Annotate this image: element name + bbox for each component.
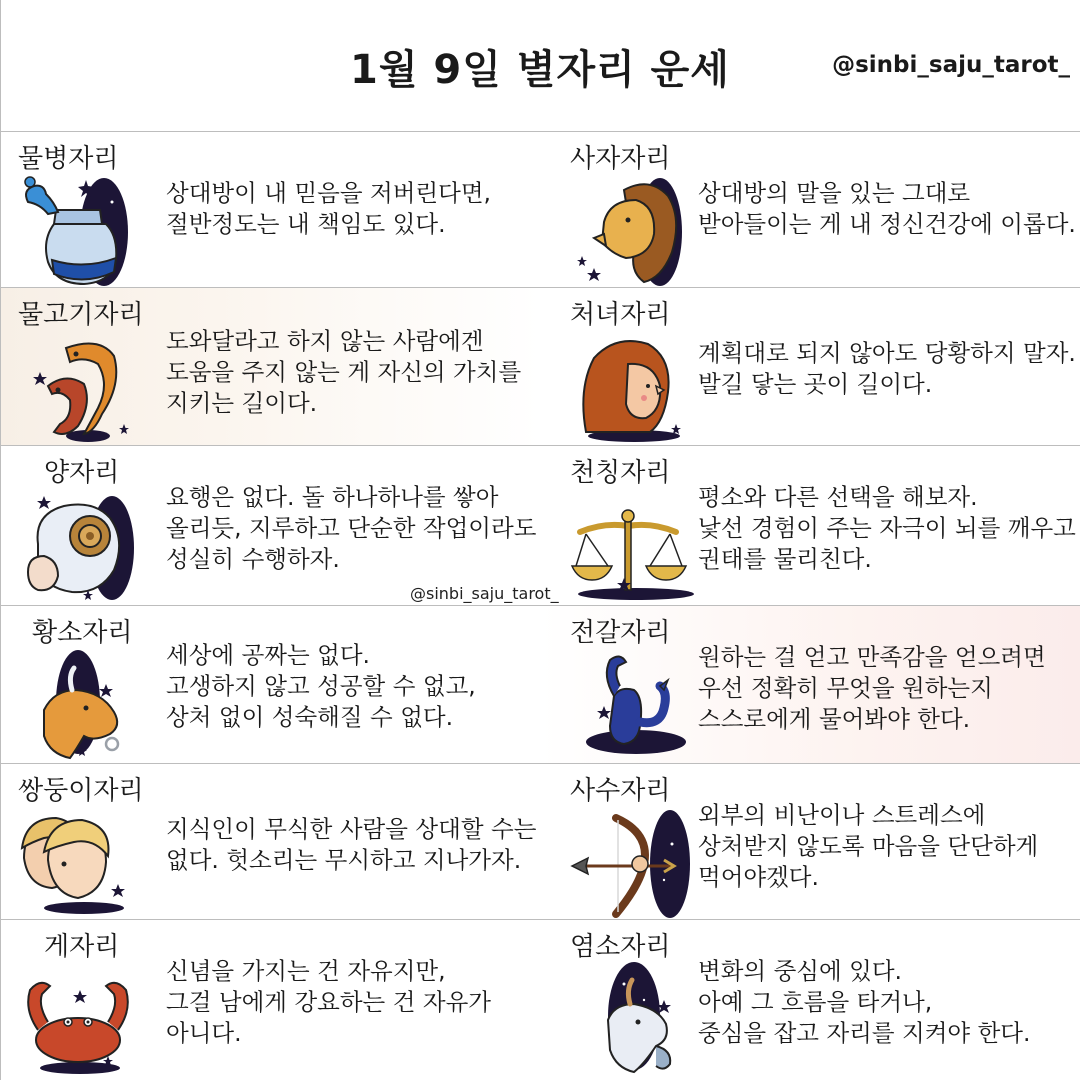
sign-name: 쌍둥이자리	[18, 776, 144, 806]
fortune-line: 지키는 길이다.	[166, 389, 318, 417]
fortune-line: 중심을 잡고 자리를 지켜야 한다.	[698, 1019, 1031, 1047]
fortune-text	[166, 178, 491, 240]
virgo-icon	[564, 328, 694, 444]
fortune-line: 성실히 수행하자.	[166, 545, 340, 573]
sign-card-libra	[540, 446, 1080, 605]
horoscope-row	[0, 446, 1080, 606]
libra-icon	[564, 486, 694, 602]
horoscope-row	[0, 288, 1080, 446]
sign-name: 양자리	[44, 458, 120, 488]
fortune-text	[698, 338, 1076, 400]
sign-name: 천칭자리	[570, 458, 671, 488]
fortune-text	[166, 326, 521, 419]
sign-name: 처녀자리	[570, 300, 671, 330]
sign-name: 물고기자리	[18, 300, 144, 330]
fortune-line: 상처받지 않도록 마음을 단단하게	[698, 832, 1039, 860]
account-handle: @sinbi_saju_tarot_	[832, 52, 1070, 78]
fortune-line: 상처 없이 성숙해질 수 없다.	[166, 703, 454, 731]
fortune-text	[166, 482, 536, 575]
horoscope-row	[0, 132, 1080, 288]
fortune-text	[166, 640, 476, 733]
fortune-line: 외부의 비난이나 스트레스에	[698, 801, 986, 829]
aries-icon	[14, 486, 144, 602]
sign-card-capricorn	[540, 920, 1080, 1080]
sign-card-aquarius	[0, 132, 540, 287]
sign-name: 황소자리	[32, 618, 133, 648]
fortune-line: 없다. 헛소리는 무시하고 지나가자.	[166, 846, 522, 874]
sign-name: 사자자리	[570, 144, 671, 174]
sign-card-gemini	[0, 764, 540, 919]
fortune-line: 받아들이는 게 내 정신건강에 이롭다.	[698, 210, 1076, 238]
horoscope-row	[0, 764, 1080, 920]
fortune-line: 발길 닿는 곳이 길이다.	[698, 370, 933, 398]
fortune-line: 먹어야겠다.	[698, 863, 819, 891]
fortune-text	[698, 956, 1030, 1049]
fortune-line: 원하는 걸 얻고 만족감을 얻으려면	[698, 643, 1046, 671]
fortune-line: 세상에 공짜는 없다.	[166, 641, 371, 669]
sagittarius-icon	[564, 804, 694, 920]
fortune-line: 계획대로 되지 않아도 당황하지 말자.	[698, 339, 1076, 367]
fortune-line: 고생하지 않고 성공할 수 없고,	[166, 672, 476, 700]
fortune-line: 우선 정확히 무엇을 원하는지	[698, 674, 993, 702]
sign-card-sagittarius	[540, 764, 1080, 919]
sign-card-taurus	[0, 606, 540, 763]
fortune-text	[698, 800, 1038, 893]
fortune-line: 낯선 경험이 주는 자극이 뇌를 깨우고	[698, 514, 1076, 542]
sign-name: 염소자리	[570, 932, 671, 962]
fortune-line: 신념을 가지는 건 자유지만,	[166, 957, 446, 985]
sign-name: 사수자리	[570, 776, 671, 806]
fortune-line: 평소와 다른 선택을 해보자.	[698, 483, 978, 511]
sign-card-scorpio	[540, 606, 1080, 763]
sign-card-pisces	[0, 288, 540, 445]
gemini-icon	[14, 804, 144, 920]
leo-icon	[564, 172, 694, 288]
sign-name: 물병자리	[18, 144, 119, 174]
fortune-line: 절반정도는 내 책임도 있다.	[166, 210, 446, 238]
cancer-icon	[14, 960, 144, 1076]
fortune-line: 권태를 물리친다.	[698, 545, 872, 573]
fortune-line: 그걸 남에게 강요하는 건 자유가	[166, 988, 491, 1016]
fortune-text	[166, 956, 491, 1049]
fortune-line: 올리듯, 지루하고 단순한 작업이라도	[166, 514, 537, 542]
sign-card-cancer	[0, 920, 540, 1080]
fortune-line: 도와달라고 하지 않는 사람에겐	[166, 327, 484, 355]
watermark-handle: @sinbi_saju_tarot_	[410, 584, 559, 603]
fortune-line: 스스로에게 물어봐야 한다.	[698, 705, 971, 733]
sign-name: 게자리	[44, 932, 120, 962]
capricorn-icon	[564, 960, 694, 1076]
sign-card-virgo	[540, 288, 1080, 445]
aquarius-icon	[14, 172, 144, 288]
fortune-line: 상대방이 내 믿음을 저버린다면,	[166, 179, 491, 207]
page-title: 1월 9일 별자리 운세	[350, 47, 730, 93]
fortune-line: 도움을 주지 않는 게 자신의 가치를	[166, 358, 522, 386]
pisces-icon	[14, 328, 144, 444]
horoscope-row	[0, 920, 1080, 1080]
sign-card-aries	[0, 446, 559, 605]
fortune-line: 지식인이 무식한 사람을 상대할 수는	[166, 815, 537, 843]
fortune-text	[698, 482, 1076, 575]
fortune-line: 상대방의 말을 있는 그대로	[698, 179, 971, 207]
fortune-text	[698, 178, 1076, 240]
sign-name: 전갈자리	[570, 618, 671, 648]
fortune-line: 요행은 없다. 돌 하나하나를 쌓아	[166, 483, 499, 511]
fortune-text	[166, 814, 536, 876]
sign-card-leo	[540, 132, 1080, 287]
fortune-line: 아니다.	[166, 1019, 242, 1047]
fortune-line: 아예 그 흐름을 타거나,	[698, 988, 933, 1016]
fortune-text	[698, 642, 1046, 735]
horoscope-row	[0, 606, 1080, 764]
header	[0, 0, 1080, 132]
taurus-icon	[14, 646, 144, 762]
fortune-line: 변화의 중심에 있다.	[698, 957, 903, 985]
scorpio-icon	[564, 646, 694, 762]
